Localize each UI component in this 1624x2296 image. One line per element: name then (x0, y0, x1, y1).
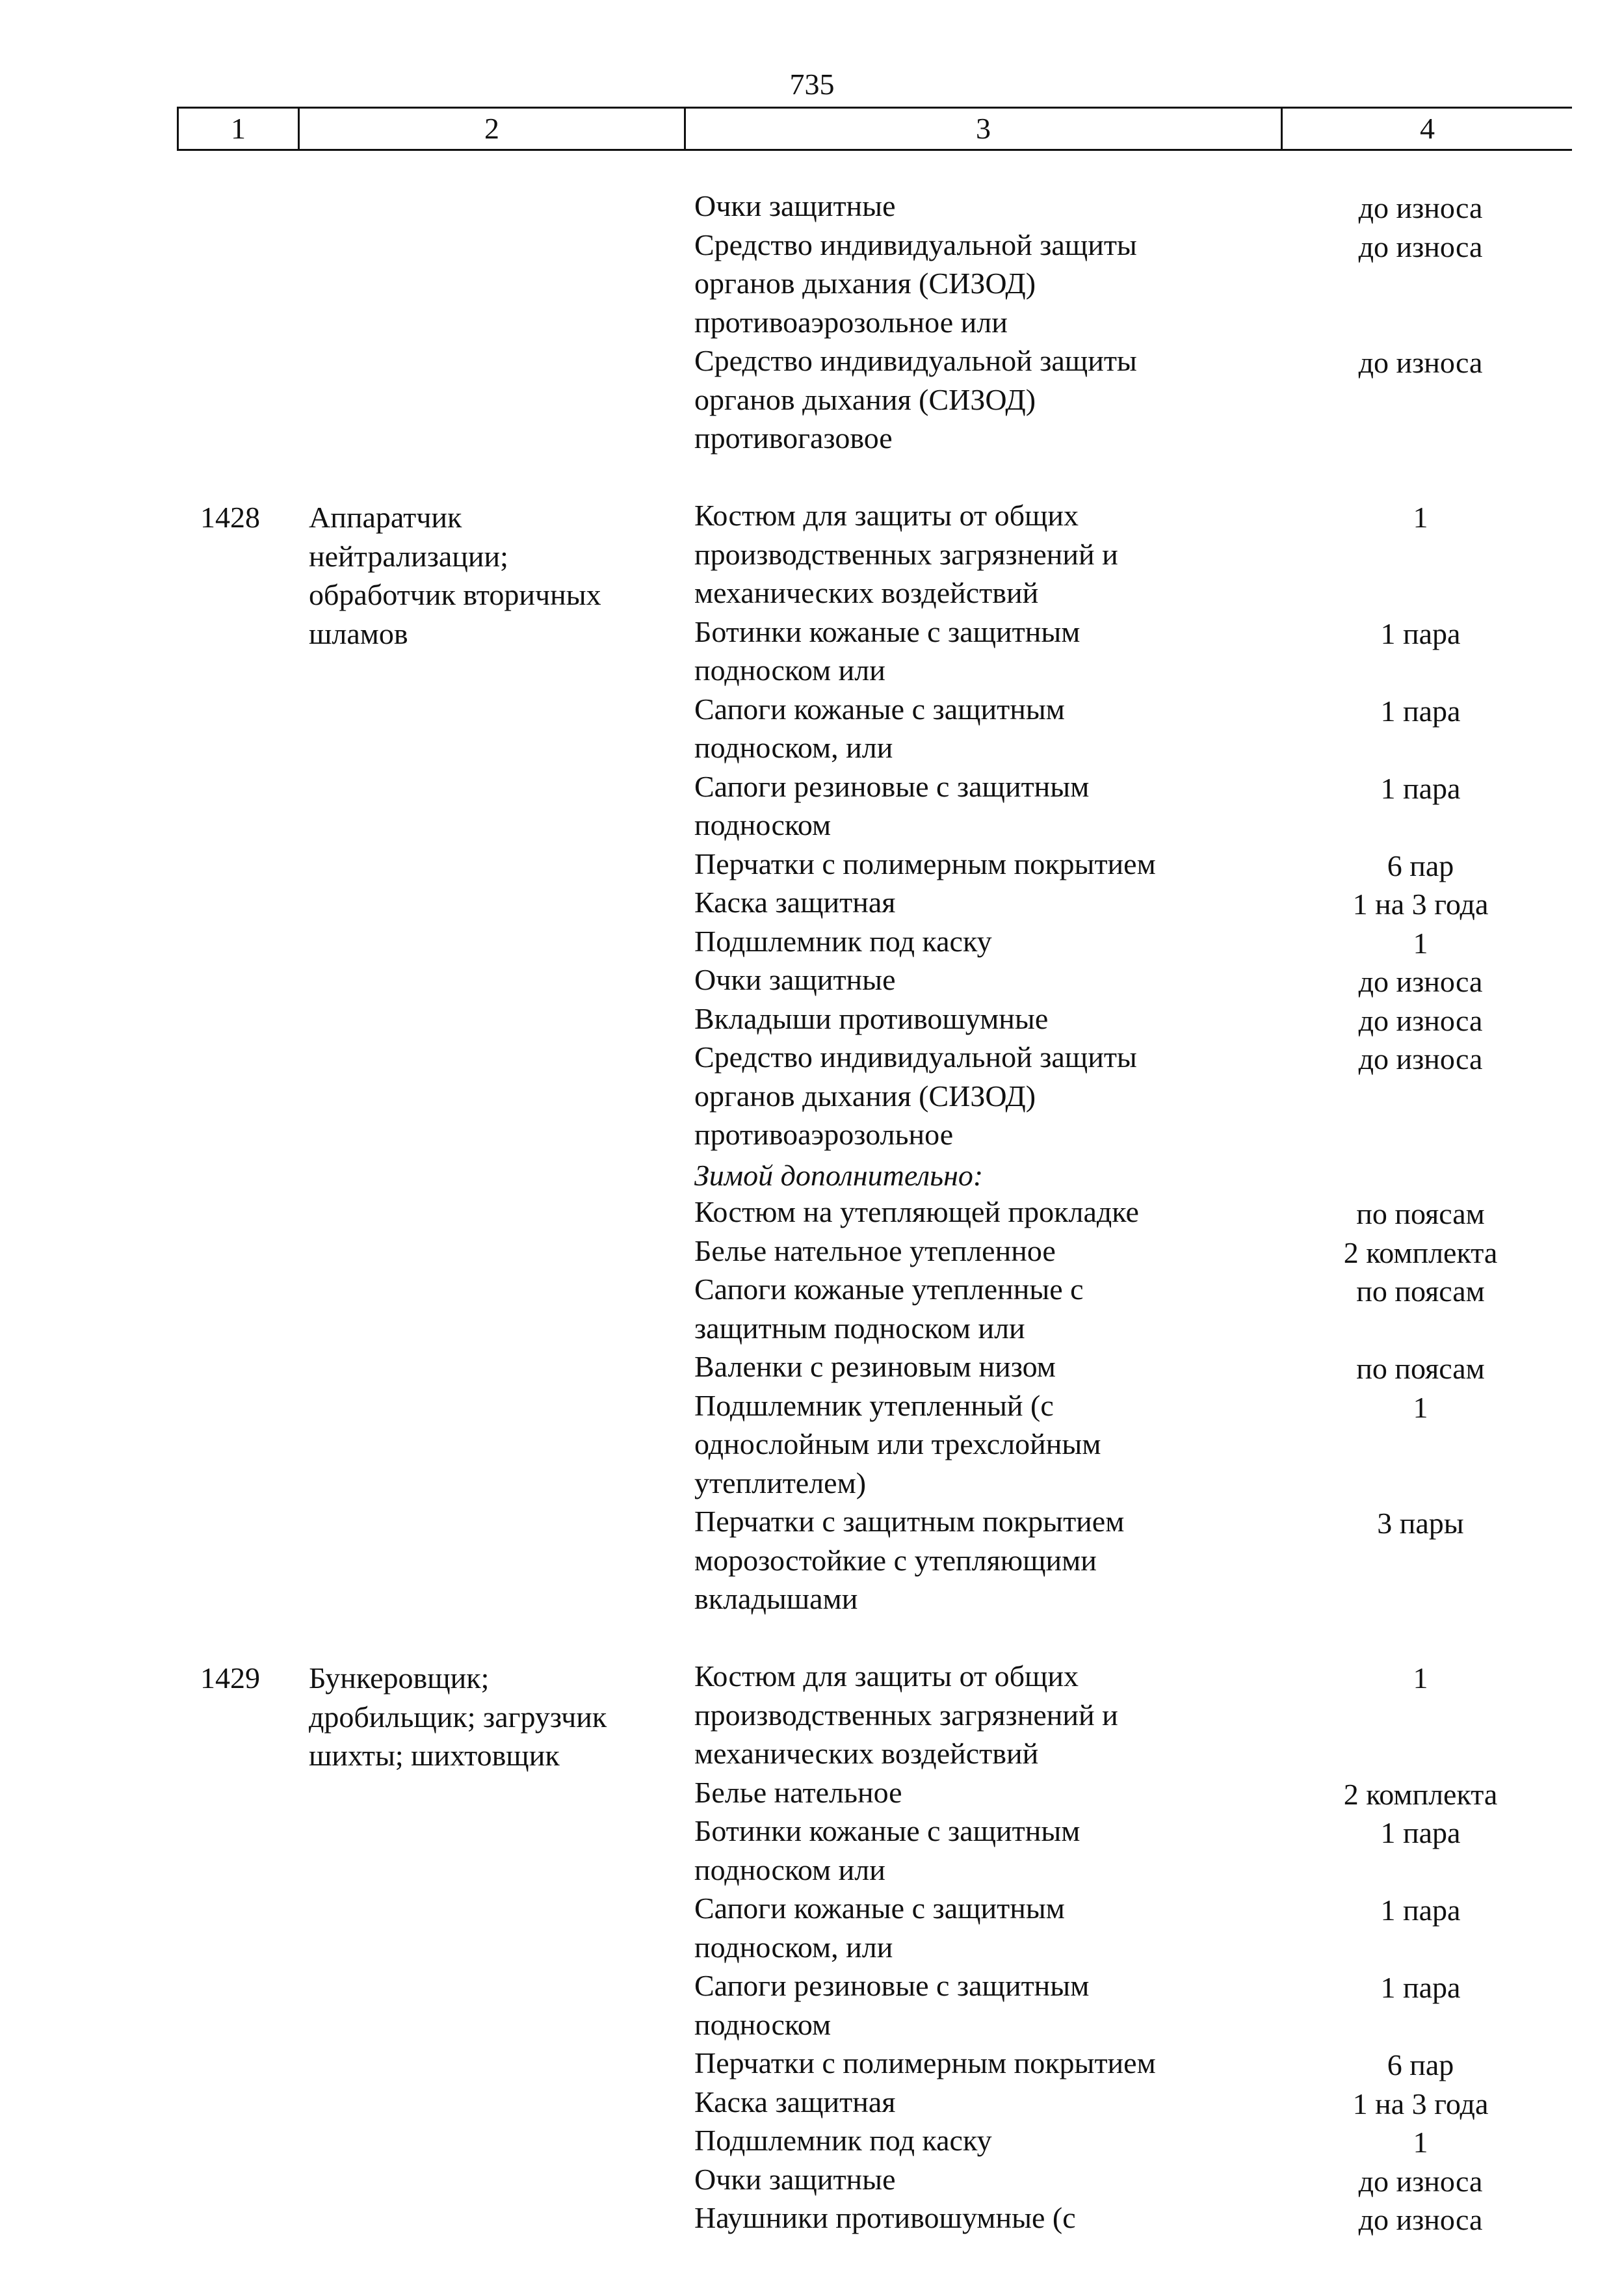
ppe-item-name-line: Сапоги кожаные с защитным (694, 692, 1065, 726)
ppe-item-name (694, 692, 1266, 769)
ppe-item-name-line: Средство индивидуальной защиты (694, 344, 1137, 377)
row-gap (0, 460, 1624, 499)
ppe-item-quantity: 1 пара (1380, 1816, 1461, 1849)
ppe-item-quantity: до износа (1358, 1042, 1483, 1075)
ppe-item-name-line: Перчатки с полимерным покрытием (694, 847, 1156, 880)
ppe-item-name (694, 2162, 1266, 2201)
ppe-item-name-line: Перчатки с полимерным покрытием (694, 2046, 1156, 2079)
table-row (0, 498, 1624, 1620)
ppe-item-name-line: Очки защитные (694, 963, 896, 996)
ppe-item-name-line: производственных загрязнений и (694, 537, 1118, 571)
ppe-item-quantity: до износа (1358, 1003, 1483, 1037)
ppe-item-name-line: Ботинки кожаные с защитным (694, 614, 1080, 648)
ppe-item-name-line: механических воздействий (694, 576, 1039, 609)
ppe-item (0, 2046, 1624, 2085)
ppe-item (0, 1001, 1624, 1040)
ppe-item-name-line: противогазовое (694, 421, 893, 455)
ppe-item-name (694, 847, 1266, 886)
ppe-item-name-line: Очки защитные (694, 189, 896, 222)
ppe-item-quantity: 1 пара (1380, 694, 1461, 728)
ppe-item-name-line: подноском, или (694, 1930, 893, 1964)
ppe-item-quantity: до износа (1358, 965, 1483, 998)
ppe-item (0, 1194, 1624, 1234)
ppe-item-name-line: Перчатки с защитным покрытием (694, 1505, 1125, 1538)
ppe-item-name-line: Подшлемник под каску (694, 2124, 992, 2157)
ppe-item (0, 692, 1624, 769)
ppe-item-quantity: до износа (1358, 230, 1483, 263)
ppe-item (0, 924, 1624, 963)
ppe-item-quantity: 1 (1413, 1390, 1428, 1424)
profession-name-line: дробильщик; загрузчик (309, 1700, 607, 1734)
ppe-item-name-line: морозостойкие с утепляющими (694, 1543, 1097, 1577)
ppe-item-quantity: 6 пар (1387, 2048, 1454, 2081)
ppe-item-name (694, 1659, 1266, 1775)
profession-name-line: Аппаратчик (309, 501, 462, 534)
ppe-item-name-line: Сапоги резиновые с защитным (694, 1969, 1090, 2002)
ppe-item-name-line: подноском или (694, 653, 885, 687)
ppe-item-quantity: 3 пары (1377, 1507, 1464, 1540)
ppe-item-quantity: по поясам (1356, 1274, 1485, 1308)
ppe-item (0, 847, 1624, 886)
ppe-item-name-line: Валенки с резиновым низом (694, 1350, 1056, 1383)
profession-name-line: шихты; шихтовщик (309, 1739, 560, 1772)
ppe-item-name (694, 1349, 1266, 1388)
ppe-item-name (694, 1814, 1266, 1891)
column-header-4: 4 (1420, 112, 1435, 145)
winter-additional-heading: Зимой дополнительно: (694, 1158, 984, 1192)
ppe-item-quantity: до износа (1358, 191, 1483, 224)
ppe-item-name-line: Вкладыши противошумные (694, 1001, 1049, 1035)
ppe-item-name-line: противоаэрозольное или (694, 305, 1008, 339)
ppe-item-name-line: Каска защитная (694, 886, 896, 919)
ppe-item-name-line: подноском, или (694, 731, 893, 764)
row-gap (0, 1620, 1624, 1659)
ppe-item-name-line: защитным подноском или (694, 1311, 1025, 1345)
ppe-item-quantity: 1 пара (1380, 1894, 1461, 1927)
ppe-item (0, 614, 1624, 692)
ppe-item (0, 1040, 1624, 1156)
ppe-item-quantity: 1 (1413, 1661, 1428, 1695)
ppe-item (0, 2123, 1624, 2162)
ppe-item-name-line: Средство индивидуальной защиты (694, 1040, 1137, 1074)
ppe-item-name-line: Подшлемник под каску (694, 924, 992, 958)
profession-name-line: Бункеровщик; (309, 1661, 490, 1695)
ppe-item-name (694, 498, 1266, 614)
ppe-item-quantity: 1 на 3 года (1352, 2087, 1489, 2120)
ppe-item (0, 1388, 1624, 1505)
ppe-item-name-line: Сапоги резиновые с защитным (694, 769, 1090, 803)
ppe-item-name-line: Костюм для защиты от общих (694, 499, 1079, 532)
ppe-item-name (694, 1504, 1266, 1620)
ppe-item-name (694, 1272, 1266, 1349)
ppe-item (0, 769, 1624, 847)
ppe-item-name-line: подноском (694, 808, 832, 841)
ppe-item (0, 343, 1624, 460)
ppe-item-name-line: утеплителем) (694, 1466, 867, 1499)
ppe-item-quantity: до износа (1358, 2203, 1483, 2236)
continuation-block (0, 189, 1624, 460)
column-header-row (177, 107, 1572, 151)
ppe-item (0, 2200, 1624, 2239)
ppe-item-name-line: подноском (694, 2007, 832, 2041)
ppe-item (0, 2162, 1624, 2201)
ppe-item-quantity: 1 на 3 года (1352, 888, 1489, 921)
ppe-item-name (694, 2123, 1266, 2162)
ppe-item-quantity: 1 (1413, 2126, 1428, 2159)
ppe-item (0, 1234, 1624, 1273)
column-header-2: 2 (300, 109, 686, 149)
ppe-item-quantity: по поясам (1356, 1352, 1485, 1385)
ppe-item (0, 2085, 1624, 2124)
ppe-item-name (694, 1968, 1266, 2046)
ppe-item-name-line: Каска защитная (694, 2085, 896, 2118)
ppe-item-quantity: 1 пара (1380, 1971, 1461, 2004)
ppe-item-name-line: Белье нательное (694, 1775, 902, 1809)
ppe-item-name (694, 885, 1266, 924)
ppe-item-name-line: производственных загрязнений и (694, 1698, 1118, 1732)
ppe-item-name-line: Ботинки кожаные с защитным (694, 1814, 1080, 1847)
ppe-item (0, 1968, 1624, 2046)
ppe-item (0, 189, 1624, 228)
ppe-item (0, 1814, 1624, 1891)
ppe-item-quantity: 1 (1413, 926, 1428, 960)
ppe-item-name (694, 343, 1266, 460)
ppe-item-name (694, 769, 1266, 847)
ppe-item-quantity: до износа (1358, 346, 1483, 379)
profession-name-line: обработчик вторичных (309, 578, 601, 611)
ppe-item-quantity: 6 пар (1387, 849, 1454, 882)
ppe-item-name-line: Средство индивидуальной защиты (694, 228, 1137, 261)
ppe-item-name-line: Белье нательное утепленное (694, 1234, 1056, 1267)
ppe-item-name-line: органов дыхания (СИЗОД) (694, 267, 1036, 300)
ppe-item-name-line: Костюм для защиты от общих (694, 1659, 1079, 1693)
ppe-item-name (694, 1388, 1266, 1505)
ppe-item-name (694, 228, 1266, 344)
ppe-item-quantity: 2 комплекта (1343, 1777, 1498, 1811)
ppe-item-quantity: до износа (1358, 2164, 1483, 2198)
ppe-item-name (694, 1234, 1266, 1273)
ppe-item-name-line: Сапоги кожаные утепленные с (694, 1273, 1084, 1306)
ppe-item-name (694, 1040, 1266, 1156)
ppe-item (0, 1504, 1624, 1620)
profession-name-line: нейтрализации; (309, 539, 508, 573)
ppe-item (0, 1659, 1624, 1775)
ppe-item (0, 498, 1624, 614)
profession-name-line: шламов (309, 616, 408, 650)
ppe-item (0, 1891, 1624, 1968)
page-number: 735 (789, 68, 835, 101)
ppe-item (0, 885, 1624, 924)
ppe-item-name-line: Очки защитные (694, 2162, 896, 2196)
ppe-item-name (694, 1775, 1266, 1814)
ppe-item (0, 1349, 1624, 1388)
ppe-item-quantity: по поясам (1356, 1197, 1485, 1230)
ppe-item-name-line: Сапоги кожаные с защитным (694, 1892, 1065, 1925)
ppe-item (0, 1775, 1624, 1814)
table-row (0, 1659, 1624, 2239)
ppe-item-quantity: 2 комплекта (1343, 1235, 1498, 1269)
ppe-item-quantity: 1 пара (1380, 616, 1461, 650)
ppe-item (0, 228, 1624, 344)
ppe-item-quantity: 1 (1413, 501, 1428, 534)
ppe-item-name (694, 2046, 1266, 2085)
column-header-3: 3 (686, 109, 1283, 149)
ppe-item-name-line: однослойным или трехслойным (694, 1427, 1101, 1460)
entry-number: 1429 (200, 1661, 260, 1695)
table-body (0, 189, 1624, 2239)
ppe-item-name (694, 2200, 1266, 2239)
ppe-item-name (694, 614, 1266, 692)
ppe-item-name-line: Наушники противошумные (с (694, 2201, 1076, 2234)
ppe-item-name-line: вкладышами (694, 1582, 858, 1615)
entry-number: 1428 (200, 501, 260, 534)
ppe-item-name (694, 924, 1266, 963)
ppe-item-name (694, 189, 1266, 228)
ppe-item-name (694, 1194, 1266, 1234)
ppe-item (0, 1272, 1624, 1349)
column-header-1: 1 (179, 109, 300, 149)
ppe-item-name-line: противоаэрозольное (694, 1118, 954, 1151)
ppe-item-name-line: органов дыхания (СИЗОД) (694, 382, 1036, 416)
ppe-item-name-line: Костюм на утепляющей прокладке (694, 1195, 1139, 1228)
ppe-item-name-line: Подшлемник утепленный (с (694, 1388, 1054, 1422)
ppe-item-name-line: органов дыхания (СИЗОД) (694, 1079, 1036, 1113)
ppe-item-quantity: 1 пара (1380, 771, 1461, 805)
ppe-item-name-line: механических воздействий (694, 1737, 1039, 1770)
ppe-item-name (694, 1001, 1266, 1040)
ppe-item-name (694, 1891, 1266, 1968)
ppe-item-name (694, 2085, 1266, 2124)
ppe-item (0, 962, 1624, 1001)
ppe-item-name (694, 962, 1266, 1001)
ppe-item-name-line: подноском или (694, 1853, 885, 1886)
